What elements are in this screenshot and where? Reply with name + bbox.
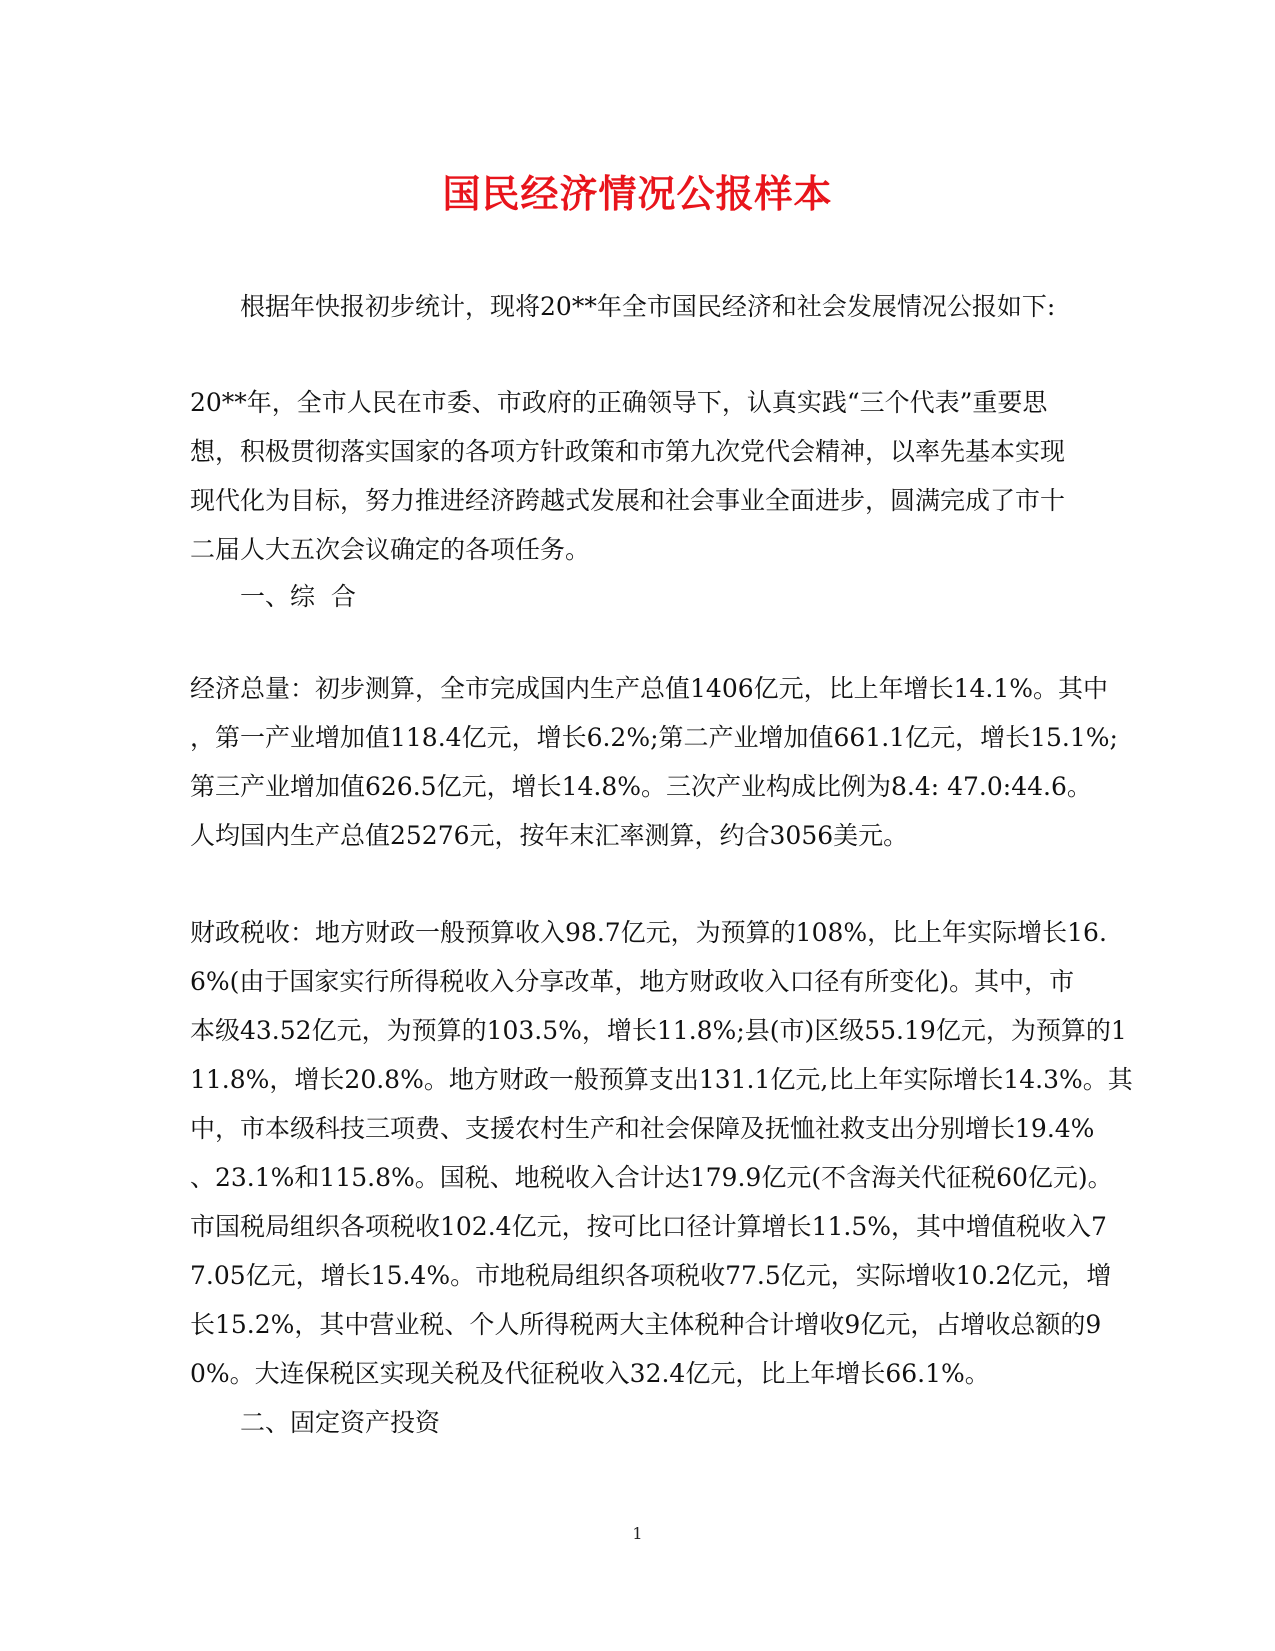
- economy-line: 第三产业增加值626.5亿元，增长14.8%。三次产业构成比例为8.4: 47.0:44.6。: [190, 772, 1092, 801]
- finance-line: 11.8%，增长20.8%。地方财政一般预算支出131.1亿元,比上年实际增长14.3%。其: [190, 1065, 1133, 1094]
- economy-line: 经济总量：初步测算，全市完成国内生产总值1406亿元，比上年增长14.1%。其中: [190, 674, 1109, 703]
- overview-paragraph: [190, 378, 1080, 574]
- page-number: 1: [632, 1524, 643, 1543]
- section-one-heading-block: [190, 572, 1080, 621]
- overview-line: 二届人大五次会议确定的各项任务。: [190, 535, 591, 564]
- finance-line: 、23.1%和115.8%。国税、地税收入合计达179.9亿元(不含海关代征税60亿元)。: [190, 1163, 1113, 1192]
- finance-line: 中，市本级科技三项费、支援农村生产和社会保障及抚恤社救支出分别增长19.4%: [190, 1114, 1095, 1143]
- document-title: 国民经济情况公报样本: [442, 171, 833, 216]
- finance-line: 财政税收：地方财政一般预算收入98.7亿元，为预算的108%，比上年实际增长16.: [190, 918, 1107, 947]
- finance-paragraph: [190, 908, 1133, 1398]
- economy-line: 人均国内生产总值25276元，按年末汇率测算，约合3056美元。: [190, 821, 909, 850]
- section-one-heading: 一、综 合: [240, 582, 356, 611]
- finance-line: 市国税局组织各项税收102.4亿元，按可比口径计算增长11.5%，其中增值税收入7: [190, 1212, 1107, 1241]
- economy-line: ，第一产业增加值118.4亿元，增长6.2%;第二产业增加值661.1亿元，增长15.1%;: [190, 723, 1118, 752]
- finance-line: 7.05亿元，增长15.4%。市地税局组织各项税收77.5亿元，实际增收10.2亿元，增: [190, 1261, 1112, 1290]
- intro-paragraph: [190, 282, 1080, 331]
- overview-line: 想，积极贯彻落实国家的各项方针政策和市第九次党代会精神，以率先基本实现: [190, 437, 1066, 466]
- overview-line: 现代化为目标，努力推进经济跨越式发展和社会事业全面进步，圆满完成了市十: [190, 486, 1066, 515]
- intro-line: 根据年快报初步统计，现将20**年全市国民经济和社会发展情况公报如下:: [240, 292, 1056, 321]
- finance-line: 0%。大连保税区实现关税及代征税收入32.4亿元，比上年增长66.1%。: [190, 1359, 990, 1388]
- economy-paragraph: [190, 664, 1118, 860]
- finance-line: 长15.2%，其中营业税、个人所得税两大主体税种合计增收9亿元，占增收总额的9: [190, 1310, 1102, 1339]
- finance-line: 本级43.52亿元，为预算的103.5%，增长11.8%;县(市)区级55.19亿元，为预算的1: [190, 1016, 1127, 1045]
- overview-line: 20**年，全市人民在市委、市政府的正确领导下，认真实践“三个代表”重要思: [190, 388, 1048, 417]
- finance-line: 6%(由于国家实行所得税收入分享改革，地方财政收入口径有所变化)。其中，市: [190, 967, 1075, 996]
- section-two-heading: 二、固定资产投资: [240, 1408, 441, 1437]
- section-two-heading-block: [190, 1398, 1080, 1447]
